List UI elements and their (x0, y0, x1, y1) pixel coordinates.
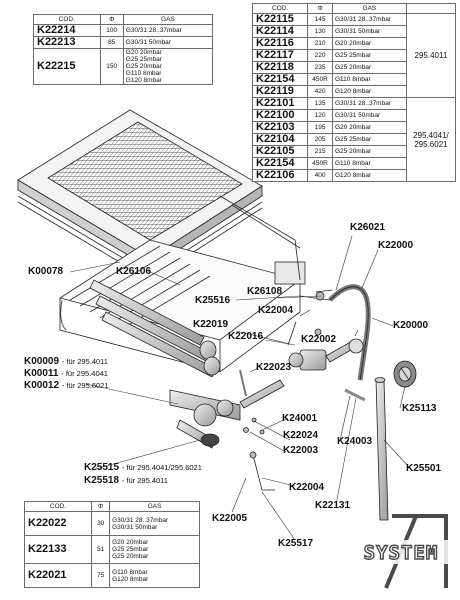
part-code: K22114 (253, 26, 308, 38)
label-k25518 (84, 475, 168, 486)
part-code: K22154 (253, 158, 308, 170)
table-row (34, 49, 213, 85)
gas-value: G20 20mbar (112, 539, 149, 546)
part-code: K22104 (253, 134, 308, 146)
table-row (253, 98, 456, 110)
part-code: K22103 (253, 122, 308, 134)
gas-value: G25 20mbar (125, 63, 162, 70)
part-code: K00011 (24, 368, 59, 379)
gas-value: G110 8mbar (332, 74, 406, 86)
part-code: K00012 (24, 380, 60, 391)
table-row (25, 512, 200, 536)
phi-value: 135 (308, 98, 333, 110)
gas-value: G30/31 50mbar (332, 26, 406, 38)
gas-value: G30/31 28..37mbar (125, 27, 182, 34)
label-k24003: K24003 (337, 436, 373, 447)
model-reference: 295.4041/ 295.6021 (406, 98, 455, 182)
part-code: K22118 (253, 62, 308, 74)
part-code: K22101 (253, 98, 308, 110)
part-code: K22100 (253, 110, 308, 122)
gas-value: G25 25mbar (125, 56, 162, 63)
gas-value: G30/31 28..37mbar (332, 98, 406, 110)
label-k25517: K25517 (278, 538, 314, 549)
phi-value: 51 (92, 536, 110, 564)
part-note: - für 295.4041 (61, 369, 108, 378)
gas-value: G30/31 28..37mbar (112, 516, 169, 524)
gas-value: G110 8mbar (112, 568, 148, 576)
col-header-phi: Φ (308, 4, 333, 14)
phi-value: 195 (308, 122, 333, 134)
front-leg-part (375, 378, 388, 521)
part-code: K22215 (34, 49, 101, 85)
col-header-gas: GAS (332, 4, 406, 14)
gas-value: G25 25mbar (112, 546, 149, 553)
phi-value: 235 (308, 62, 333, 74)
phi-value: 205 (308, 134, 333, 146)
gas-value: G20 20mbar (125, 49, 162, 56)
phi-value: 215 (308, 146, 333, 158)
label-k22000: K22000 (378, 240, 414, 251)
phi-value: 120 (308, 110, 333, 122)
label-k22002: K22002 (301, 334, 337, 345)
gas-value: G20 20mbar (332, 38, 406, 50)
part-note: - für 295.6021 (61, 381, 109, 390)
label-k22004-upper: K22004 (258, 305, 294, 316)
phi-value: 400 (308, 170, 333, 182)
label-k24001: K24001 (282, 413, 318, 424)
label-k22016: K22016 (228, 331, 264, 342)
part-code: K22115 (253, 14, 308, 26)
part-code: K22105 (253, 146, 308, 158)
gas-value: G120 8mbar (125, 77, 162, 84)
label-k25501: K25501 (406, 463, 442, 474)
phi-value: 85 (100, 37, 123, 49)
table-row (34, 25, 213, 37)
part-code: K22022 (25, 512, 92, 536)
gas-value: G120 8mbar (332, 86, 406, 98)
label-k22131: K22131 (315, 500, 351, 511)
label-k22023: K22023 (256, 362, 292, 373)
part-code: K22133 (25, 536, 92, 564)
label-k20000: K20000 (393, 320, 429, 331)
phi-value: 145 (308, 14, 333, 26)
gas-value: G25 20mbar (332, 146, 406, 158)
label-k00012 (24, 380, 109, 391)
label-k00009 (24, 356, 108, 367)
col-header-model (406, 4, 455, 14)
system-logo (346, 512, 456, 592)
table-row (25, 564, 200, 588)
gas-value: G30/31 28..37mbar (332, 14, 406, 26)
label-k00078: K00078 (28, 266, 64, 277)
gas-value: G110 8mbar (125, 70, 162, 77)
phi-value: 450R (308, 74, 333, 86)
gas-value: G25 25mbar (332, 134, 406, 146)
label-k22004-lower: K22004 (289, 482, 325, 493)
model-reference: 295.4011 (406, 14, 455, 98)
part-code: K22154 (253, 74, 308, 86)
gas-value: G110 8mbar (332, 158, 406, 170)
col-header-phi: Φ (100, 15, 123, 25)
part-note: - für 295.4011 (121, 476, 168, 485)
gas-value: G25 20mbar (332, 62, 406, 74)
phi-value: 220 (308, 50, 333, 62)
part-code: K22116 (253, 38, 308, 50)
gas-value: G30/31 50mbar (332, 110, 406, 122)
label-k26021: K26021 (350, 222, 386, 233)
part-code: K22117 (253, 50, 308, 62)
label-k25515 (84, 462, 202, 473)
part-code: K22213 (34, 37, 101, 49)
col-header-cod: COD. (253, 4, 308, 14)
table-row (34, 37, 213, 49)
col-header-gas: GAS (110, 502, 200, 512)
part-code: K22021 (25, 564, 92, 588)
col-header-gas: GAS (123, 15, 212, 25)
phi-value: 210 (308, 38, 333, 50)
col-header-cod: COD. (25, 502, 92, 512)
part-note: - für 295.4041/295.6021 (121, 463, 202, 472)
table-row (253, 14, 456, 26)
phi-value: 420 (308, 86, 333, 98)
gas-value: G120 8mbar (332, 170, 406, 182)
table-row (25, 536, 200, 564)
table-burner-caps (33, 14, 213, 85)
gas-value: G25 25mbar (332, 50, 406, 62)
table-pilot-nozzles (24, 501, 200, 588)
label-k22003: K22003 (283, 445, 319, 456)
gas-value: G120 8mbar (112, 575, 149, 583)
phi-value: 150 (100, 49, 123, 85)
gas-value: G20 20mbar (332, 122, 406, 134)
col-header-phi: Φ (92, 502, 110, 512)
gas-value: G25 20mbar (112, 553, 149, 560)
gas-value: G30/31 50mbar (125, 39, 171, 46)
part-code: K22119 (253, 86, 308, 98)
label-k26106: K26106 (116, 266, 152, 277)
label-k00011 (24, 368, 108, 379)
table-burner-nozzles (252, 3, 456, 182)
gas-value: G30/31 50mbar (112, 523, 158, 531)
phi-value: 130 (308, 26, 333, 38)
label-k22019: K22019 (193, 319, 229, 330)
part-code: K00009 (24, 356, 60, 367)
label-k22005: K22005 (212, 513, 248, 524)
label-k26108: K26108 (247, 286, 283, 297)
phi-value: 30 (92, 512, 110, 536)
label-k25113: K25113 (402, 403, 437, 414)
label-k22024: K22024 (283, 430, 319, 441)
label-k25516: K25516 (195, 295, 231, 306)
part-code: K22214 (34, 25, 101, 37)
part-code: K25515 (84, 462, 120, 473)
phi-value: 100 (100, 25, 123, 37)
logo-text: SYSTEM (363, 542, 439, 564)
part-code: K22106 (253, 170, 308, 182)
part-note: - für 295.4011 (61, 357, 108, 366)
part-code: K25518 (84, 475, 120, 486)
phi-value: 450R (308, 158, 333, 170)
control-knob-part (394, 361, 416, 387)
phi-value: 75 (92, 564, 110, 588)
col-header-cod: COD. (34, 15, 101, 25)
